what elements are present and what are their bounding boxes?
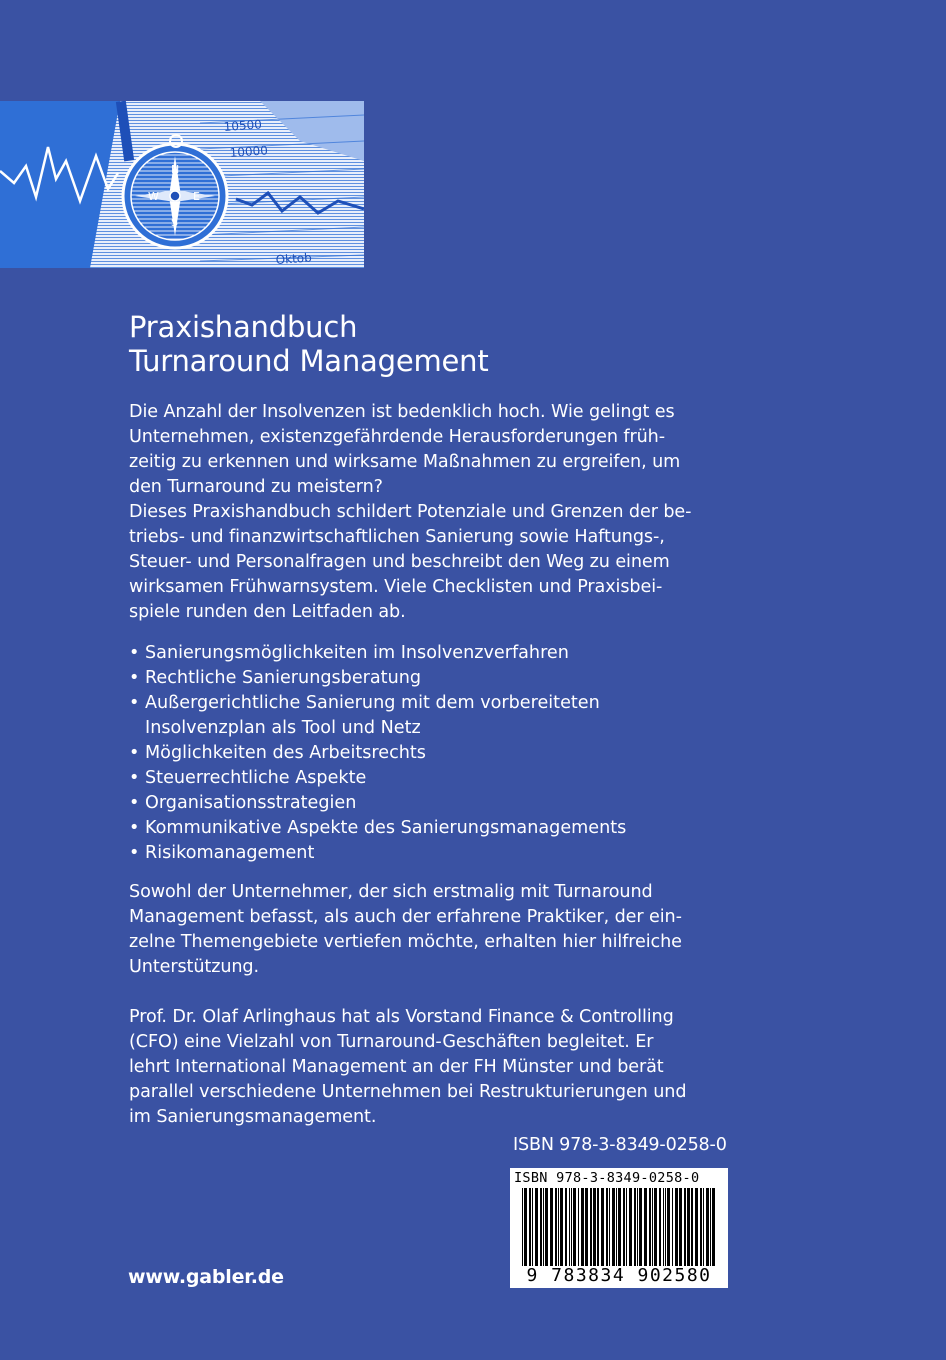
barcode-bar [581, 1188, 584, 1266]
barcode-bar [691, 1188, 693, 1266]
publisher-website[interactable]: www.gabler.de [128, 1266, 284, 1288]
intro-line: Die Anzahl der Insolvenzen ist bedenklich hoch. Wie gelingt es [129, 402, 675, 422]
barcode-bar [540, 1188, 542, 1266]
list-item: • Organisationsstrategien [129, 791, 709, 816]
barcode-bar [712, 1188, 715, 1266]
barcode-bar [623, 1188, 625, 1266]
list-item: • Möglichkeiten des Arbeitsrechts [129, 741, 709, 766]
list-item: • Rechtliche Sanierungsberatung [129, 666, 709, 691]
chart-number-1: 10500 [223, 117, 263, 134]
barcode-bar [679, 1188, 682, 1266]
barcode-bar [593, 1188, 596, 1266]
list-item: • Steuerrechtliche Aspekte [129, 766, 709, 791]
topics-list [129, 641, 709, 866]
barcode-bar [703, 1188, 704, 1266]
barcode-bar [687, 1188, 690, 1266]
barcode-bar [618, 1188, 621, 1266]
compass-n-label: N [171, 163, 180, 176]
barcode-bar [532, 1188, 533, 1266]
author-line: im Sanierungsmanagement. [129, 1107, 377, 1127]
barcode-bar [626, 1188, 627, 1266]
barcode-bar [629, 1188, 632, 1266]
barcode-bar [700, 1188, 702, 1266]
compass-s-label: S [171, 216, 178, 229]
closing-paragraph [129, 880, 709, 980]
book-title [129, 310, 709, 378]
barcode-bar [644, 1188, 647, 1266]
barcode-bar [609, 1188, 610, 1266]
barcode-bar [639, 1188, 642, 1266]
cover-image [0, 101, 364, 268]
barcode-bar [550, 1188, 553, 1266]
author-paragraph [129, 1005, 709, 1130]
barcode-bar [675, 1188, 678, 1266]
barcode-bar [578, 1188, 579, 1266]
barcode-bar [571, 1188, 572, 1266]
barcode-bar [634, 1188, 636, 1266]
closing-line: Management befasst, als auch der erfahrene Praktiker, der ein- [129, 907, 682, 927]
intro-line: Unternehmen, existenzgefährdende Herausforderungen früh- [129, 427, 665, 447]
barcode-bar [652, 1188, 653, 1266]
intro-paragraph [129, 400, 709, 625]
title-line-2: Turnaround Management [129, 344, 489, 378]
back-cover-content [129, 310, 709, 1130]
barcode-bar [684, 1188, 686, 1266]
barcode-bar [663, 1188, 664, 1266]
barcode-bar [695, 1188, 698, 1266]
barcode-bar [555, 1188, 557, 1266]
barcode-bar [616, 1188, 617, 1266]
author-line: lehrt International Management an der FH Münster und berät [129, 1057, 664, 1077]
barcode-bar [597, 1188, 599, 1266]
title-line-1: Praxishandbuch [129, 310, 358, 344]
barcode-bar [573, 1188, 576, 1266]
barcode-bar [585, 1188, 588, 1266]
barcode-bar [558, 1188, 559, 1266]
barcode-bars [522, 1188, 716, 1266]
barcode-bar [649, 1188, 651, 1266]
barcode-bar [654, 1188, 657, 1266]
barcode-bar [665, 1188, 666, 1266]
intro-line: Steuer- und Personalfragen und beschreibt den Weg zu einem [129, 552, 670, 572]
barcode-bar [590, 1188, 592, 1266]
barcode-bar [543, 1188, 544, 1266]
barcode-bar [529, 1188, 531, 1266]
barcode-bar [659, 1188, 661, 1266]
chart-number-2: 10000 [229, 143, 269, 160]
barcode-bar [535, 1188, 538, 1266]
barcode-bar [710, 1188, 711, 1266]
compass-chart-illustration [0, 101, 364, 268]
list-item: • Außergerichtliche Sanierung mit dem vorbereiteten Insolvenzplan als Tool und Netz [129, 691, 709, 741]
list-item: • Kommunikative Aspekte des Sanierungsmanagements [129, 816, 709, 841]
intro-line: wirksamen Frühwarnsystem. Viele Checklisten und Praxisbei- [129, 577, 663, 597]
barcode-bar [522, 1188, 523, 1266]
isbn-barcode [510, 1168, 728, 1288]
author-line: (CFO) eine Vielzahl von Turnaround-Geschäften begleitet. Er [129, 1032, 654, 1052]
intro-line: spiele runden den Leitfaden ab. [129, 602, 406, 622]
barcode-bar [637, 1188, 638, 1266]
author-line: parallel verschiedene Unternehmen bei Restrukturierungen und [129, 1082, 687, 1102]
list-item: • Risikomanagement [129, 841, 709, 866]
author-line: Prof. Dr. Olaf Arlinghaus hat als Vorstand Finance & Controlling [129, 1007, 674, 1027]
barcode-bar [524, 1188, 527, 1266]
intro-line: triebs- und finanzwirtschaftlichen Sanierung sowie Haftungs-, [129, 527, 665, 547]
intro-line: Dieses Praxishandbuch schildert Potenziale und Grenzen der be- [129, 502, 692, 522]
barcode-bar [545, 1188, 548, 1266]
compass-w-label: W [148, 190, 159, 203]
barcode-bar [560, 1188, 563, 1266]
barcode-digits: 9 783834 902580 [526, 1265, 712, 1286]
chart-number-3: Oktob [275, 250, 313, 267]
barcode-bar [672, 1188, 673, 1266]
list-item: • Sanierungsmöglichkeiten im Insolvenzverfahren [129, 641, 709, 666]
barcode-bar [601, 1188, 604, 1266]
barcode-bar [667, 1188, 670, 1266]
barcode-bar [706, 1188, 709, 1266]
compass-e-label: E [193, 190, 200, 203]
closing-line: Unterstützung. [129, 957, 259, 977]
closing-line: Sowohl der Unternehmer, der sich erstmalig mit Turnaround [129, 882, 653, 902]
barcode-isbn-label: ISBN 978-3-8349-0258-0 [514, 1170, 700, 1186]
intro-line: den Turnaround zu meistern? [129, 477, 383, 497]
barcode-bar [565, 1188, 567, 1266]
barcode-bar [606, 1188, 608, 1266]
isbn-number: ISBN 978-3-8349-0258-0 [513, 1135, 727, 1155]
barcode-bar [569, 1188, 570, 1266]
barcode-bar [612, 1188, 615, 1266]
intro-line: zeitig zu erkennen und wirksame Maßnahmen zu ergreifen, um [129, 452, 681, 472]
closing-line: zelne Themengebiete vertiefen möchte, erhalten hier hilfreiche [129, 932, 682, 952]
